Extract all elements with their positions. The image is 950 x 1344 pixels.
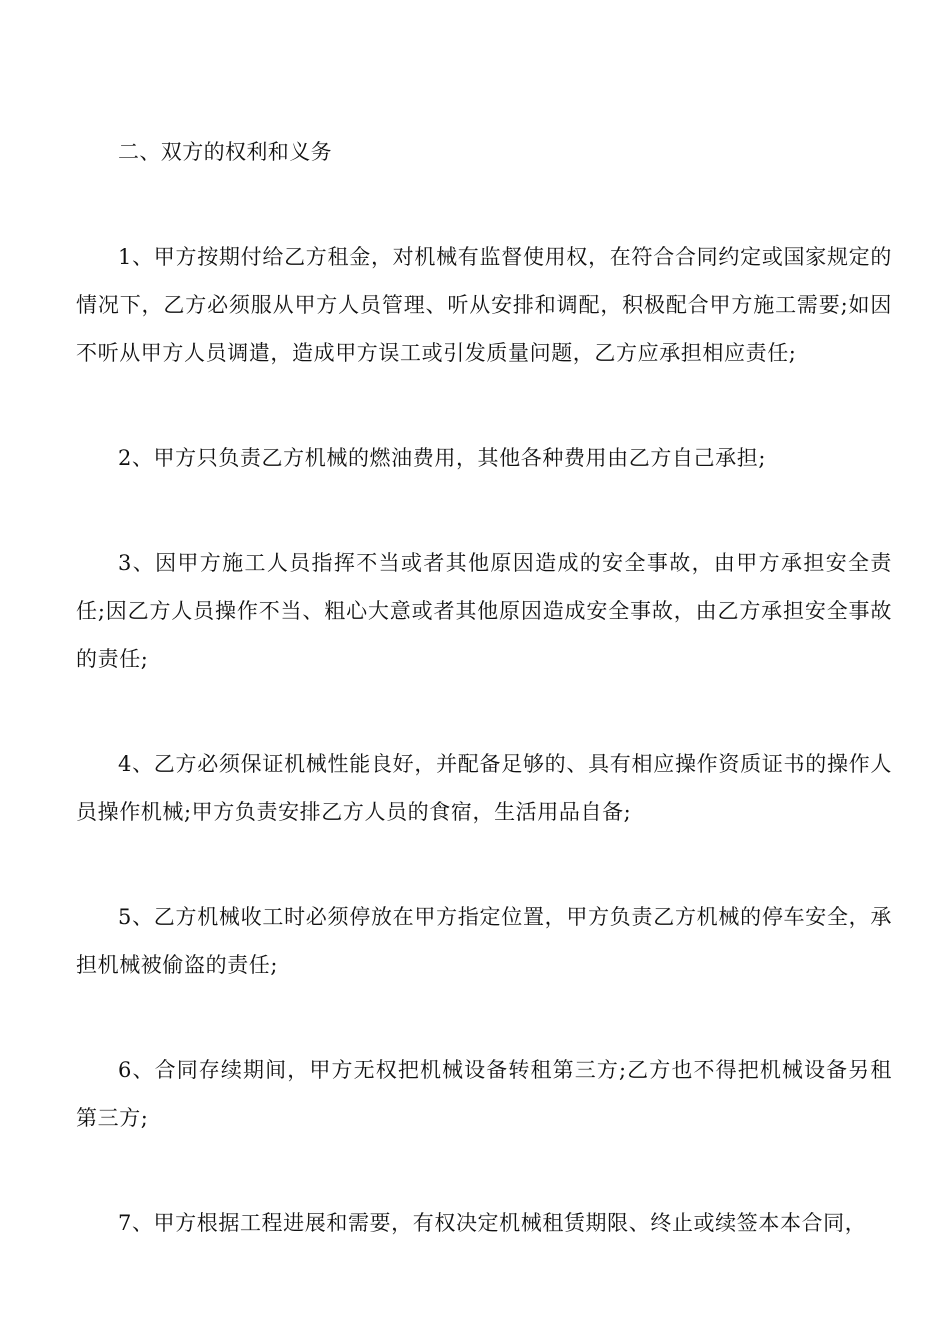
document-body <box>76 128 892 1304</box>
clause-6: 6、合同存续期间，甲方无权把机械设备转租第三方;乙方也不得把机械设备另租第三方; <box>76 1058 892 1130</box>
clause-1: 1、甲方按期付给乙方租金，对机械有监督使用权，在符合合同约定或国家规定的情况下，乙方必须服从甲方人员管理、听从安排和调配，积极配合甲方施工需要;如因不听从甲方人员调遣，造成甲方误工或引发质量问题，乙方应承担相应责任; <box>76 245 892 365</box>
clause-3: 3、因甲方施工人员指挥不当或者其他原因造成的安全事故，由甲方承担安全责任;因乙方人员操作不当、粗心大意或者其他原因造成安全事故，由乙方承担安全事故的责任; <box>76 551 892 671</box>
clause-2: 2、甲方只负责乙方机械的燃油费用，其他各种费用由乙方自己承担; <box>118 446 767 470</box>
clause-5: 5、乙方机械收工时必须停放在甲方指定位置，甲方负责乙方机械的停车安全，承担机械被偷盗的责任; <box>76 905 892 977</box>
clause-7: 7、甲方根据工程进展和需要，有权决定机械租赁期限、终止或续签本本合同， <box>118 1211 867 1235</box>
section-heading: 二、双方的权利和义务 <box>118 140 332 164</box>
clause-4: 4、乙方必须保证机械性能良好，并配备足够的、具有相应操作资质证书的操作人员操作机械;甲方负责安排乙方人员的食宿，生活用品自备; <box>76 752 892 824</box>
